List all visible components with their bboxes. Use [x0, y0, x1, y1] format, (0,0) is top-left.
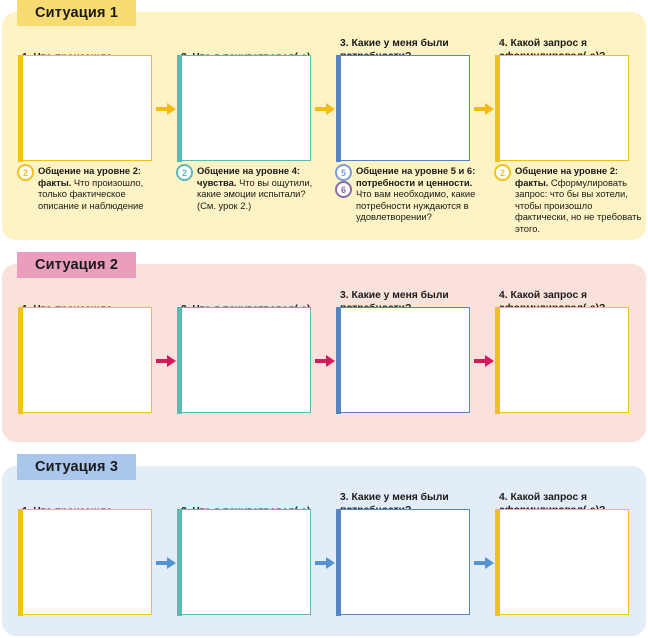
- answer-box-3[interactable]: [336, 307, 470, 413]
- answer-box-3[interactable]: [336, 509, 470, 615]
- answer-box-2[interactable]: [177, 307, 311, 413]
- note-heading: Общение на уровне 2: факты.: [515, 165, 619, 188]
- answer-box-2[interactable]: [177, 55, 311, 161]
- situation-tab-1: Ситуация 1: [17, 0, 136, 26]
- arrow-right-icon: [474, 102, 494, 114]
- answer-box-1[interactable]: [18, 55, 152, 161]
- arrow-right-icon: [315, 102, 335, 114]
- note-heading: Общение на уровне 2: факты.: [38, 165, 142, 188]
- situation-tab-2: Ситуация 2: [17, 252, 136, 278]
- answer-box-3[interactable]: [336, 55, 470, 161]
- box-accent-stripe: [336, 307, 341, 414]
- level-badge-icon: 2: [494, 164, 511, 181]
- level-badge-icon: 5: [335, 164, 352, 181]
- note-text: Что произошло, только фактическое описание и наблюдение: [38, 176, 144, 211]
- box-accent-stripe: [336, 509, 341, 616]
- box-accent-stripe: [495, 509, 500, 616]
- box-accent-stripe: [177, 509, 182, 616]
- arrow-right-icon: [315, 556, 335, 568]
- note-text: Сформулировать запрос: что бы вы хотели, чтобы произошло фактически, но не требовать этого.: [515, 176, 642, 234]
- column-title-3: 3. Какие у меня были: [340, 492, 449, 503]
- column-title-4: 4. Какой запрос я: [499, 38, 588, 49]
- note-text: Что вам необходимо, какие потребности нуждаются в удовлетворении?: [356, 188, 476, 223]
- answer-box-2[interactable]: [177, 509, 311, 615]
- column-title-3: 3. Какие у меня были: [340, 38, 449, 49]
- answer-box-4[interactable]: [495, 509, 629, 615]
- column-title-3: 3. Какие у меня были: [340, 290, 449, 301]
- box-accent-stripe: [495, 55, 500, 162]
- arrow-right-icon: [474, 556, 494, 568]
- arrow-right-icon: [474, 354, 494, 366]
- answer-box-1[interactable]: [18, 307, 152, 413]
- box-accent-stripe: [177, 55, 182, 162]
- situation-tab-3: Ситуация 3: [17, 454, 136, 480]
- box-accent-stripe: [18, 307, 23, 414]
- arrow-right-icon: [156, 102, 176, 114]
- level-note-1: [38, 165, 164, 211]
- arrow-right-icon: [156, 556, 176, 568]
- level-note-3: [356, 165, 482, 223]
- note-text: Что вы ощутили, какие эмоции испытали? (См. урок 2.): [197, 176, 313, 211]
- box-accent-stripe: [336, 55, 341, 162]
- answer-box-4[interactable]: [495, 55, 629, 161]
- level-badge-icon: 2: [176, 164, 193, 181]
- note-heading: Общение на уровне 5 и 6: потребности и ценности.: [356, 165, 476, 188]
- level-badge-icon: 6: [335, 181, 352, 198]
- answer-box-1[interactable]: [18, 509, 152, 615]
- arrow-right-icon: [315, 354, 335, 366]
- level-badge-icon: 2: [17, 164, 34, 181]
- box-accent-stripe: [177, 307, 182, 414]
- box-accent-stripe: [495, 307, 500, 414]
- level-note-4: [515, 165, 643, 235]
- column-title-4: 4. Какой запрос я: [499, 492, 588, 503]
- box-accent-stripe: [18, 509, 23, 616]
- column-title-4: 4. Какой запрос я: [499, 290, 588, 301]
- box-accent-stripe: [18, 55, 23, 162]
- arrow-right-icon: [156, 354, 176, 366]
- level-note-2: [197, 165, 323, 211]
- answer-box-4[interactable]: [495, 307, 629, 413]
- note-heading: Общение на уровне 4: чувства.: [197, 165, 301, 188]
